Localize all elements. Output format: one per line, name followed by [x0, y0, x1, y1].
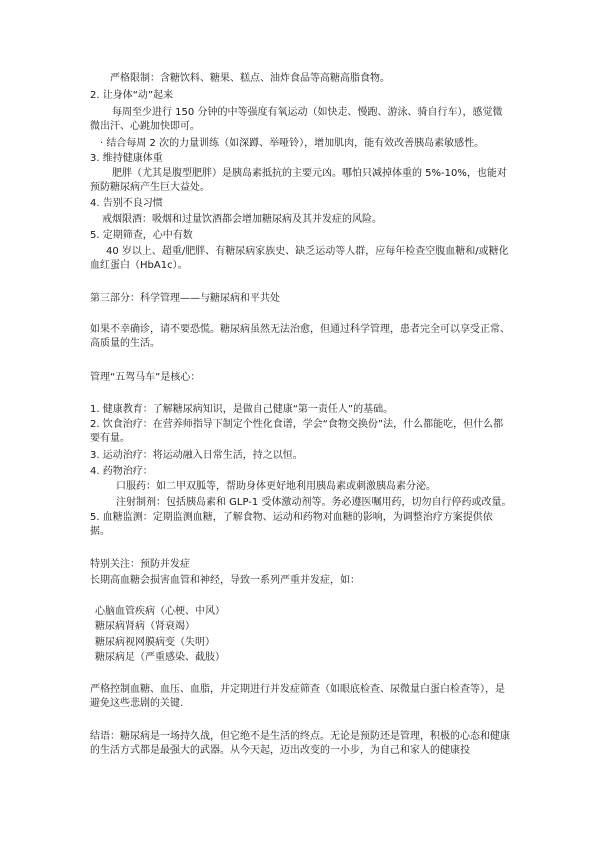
- complication-item: 糖尿病足（严重感染、截肢）: [95, 652, 225, 663]
- weight-paragraph: 肥胖（尤其是腹型肥胖）是胰岛素抵抗的主要元凶。哪怕只减掉体重的 5%-10%，也能对预防糖尿病产生巨大益处。: [90, 168, 507, 193]
- special-attention-heading: 特别关注：预防并发症: [90, 559, 190, 570]
- five-pillars-heading: 管理“五驾马车”是核心：: [90, 372, 201, 383]
- part-3-title: 第三部分：科学管理——与糖尿病和平共处: [90, 293, 280, 304]
- complication-item: 糖尿病视网膜病变（失明）: [95, 637, 215, 648]
- intro-paragraph: 如果不幸确诊，请不要恐慌。糖尿病虽然无法治愈，但通过科学管理，患者完全可以享受正常、高质量的生活。: [90, 324, 510, 349]
- diet-restriction-text: 严格限制：含糖饮料、糖果、糕点、油炸食品等高糖高脂食物。: [110, 73, 390, 84]
- conclusion-paragraph: 结语：糖尿病是一场持久战，但它绝不是生活的终点。无论是预防还是管理，积极的心态和健康的生活方式都是最强大的武器。从今天起，迈出改变的一小步，为自己和家人的健康投: [90, 731, 510, 756]
- control-paragraph: 严格控制血糖、血压、血脂，并定期进行并发症筛查（如眼底检查、尿微量白蛋白检查等），是避免这些悲剧的关键.: [90, 684, 505, 709]
- section-5-heading: 5. 定期筛查，心中有数: [90, 230, 193, 241]
- strength-training-text: · 结合每周 2 次的力量训练（如深蹲、举哑铃），增加肌肉，能有效改善胰岛素敏感性。: [100, 138, 485, 149]
- pillar-4-injection: 注射制剂：包括胰岛素和 GLP-1 受体激动剂等。务必遵医嘱用药，切勿自行停药或改量。: [116, 497, 512, 508]
- section-2-heading: 2. 让身体“动”起来: [90, 90, 174, 101]
- pillar-2: 2. 饮食治疗：在营养师指导下制定个性化食谱，学会“食物交换份”法，什么都能吃，但什么都要有量。: [90, 419, 504, 444]
- exercise-paragraph: 每周至少进行 150 分钟的中等强度有氧运动（如快走、慢跑、游泳、骑自行车），感觉微微出汗、心跳加快即可。: [90, 107, 503, 132]
- pillar-4-oral: 口服药：如二甲双胍等，帮助身体更好地利用胰岛素或刺激胰岛素分泌。: [116, 481, 436, 492]
- pillar-1: 1. 健康教育：了解糖尿病知识，是做自己健康“第一责任人”的基础。: [90, 404, 394, 415]
- complication-item: 糖尿病肾病（肾衰竭）: [95, 621, 195, 632]
- pillar-5: 5. 血糖监测：定期监测血糖，了解食物、运动和药物对血糖的影响，为调整治疗方案提供依据。: [90, 512, 493, 537]
- special-attention-intro: 长期高血糖会损害血管和神经，导致一系列严重并发症，如：: [90, 575, 360, 586]
- section-3-heading: 3. 维持健康体重: [90, 153, 163, 164]
- smoking-drinking-text: 戒烟限酒：吸烟和过量饮酒都会增加糖尿病及其并发症的风险。: [102, 214, 382, 225]
- pillar-3: 3. 运动治疗：将运动融入日常生活，持之以恒。: [90, 450, 303, 461]
- complication-item: 心脑血管疾病（心梗、中风）: [95, 606, 225, 617]
- section-4-heading: 4. 告别不良习惯: [90, 198, 163, 209]
- screening-paragraph: 40 岁以上、超重/肥胖、有糖尿病家族史、缺乏运动等人群，应每年检查空腹血糖和/或糖化血红蛋白（HbA1c）。: [90, 246, 509, 271]
- pillar-4: 4. 药物治疗：: [90, 466, 153, 477]
